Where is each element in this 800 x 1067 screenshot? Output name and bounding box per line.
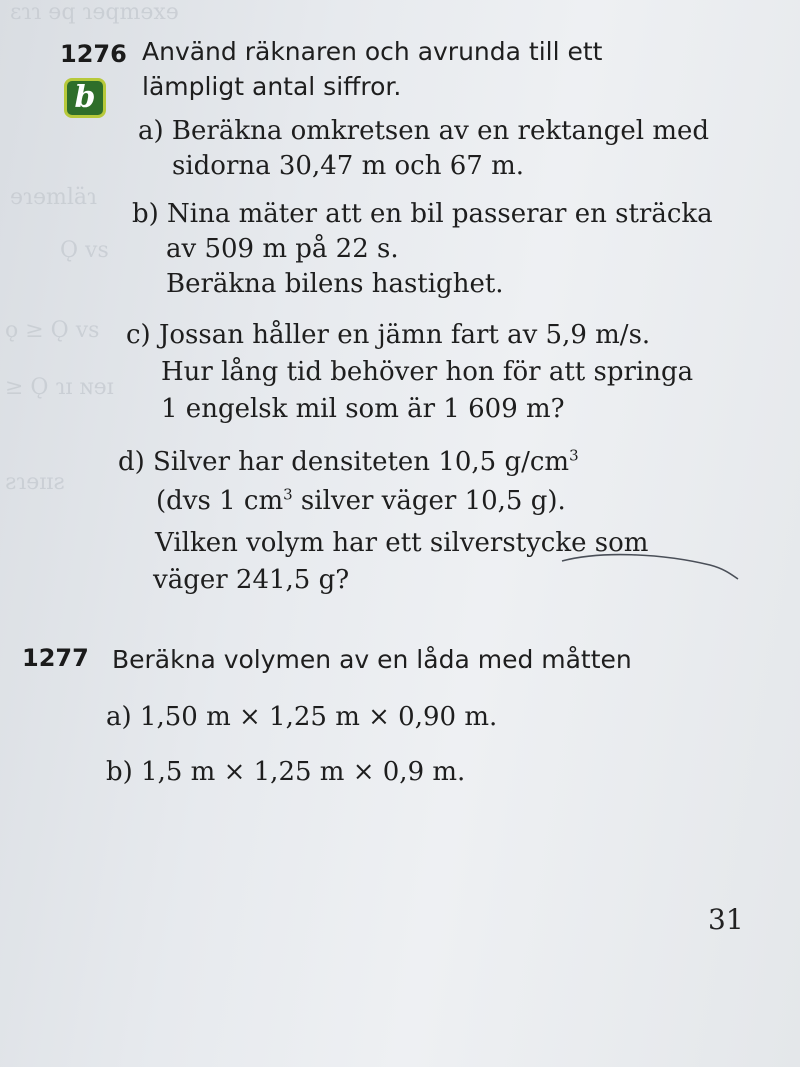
subtask-b-line: Beräkna bilens hastighet. <box>166 269 504 299</box>
subtask-b-line: av 509 m på 22 s. <box>166 234 399 264</box>
subtask-c-line: 1 engelsk mil som är 1 609 m? <box>161 394 565 424</box>
page-number: 31 <box>708 903 744 936</box>
bleed-through-text: ≥ Ǫ ɿɪ ɴɘɪ <box>5 375 114 400</box>
bleed-through-text: ɛɿɿ ɘq ɿɘqmɘxɘ <box>10 0 179 25</box>
superscript: 3 <box>569 446 579 465</box>
bleed-through-text: ƨɿɘɪɪƨ <box>5 470 65 495</box>
exercise-instruction-line: Beräkna volymen av en låda med måtten <box>112 645 632 674</box>
subtask-a-line: a) 1,50 m × 1,25 m × 0,90 m. <box>106 702 498 732</box>
bleed-through-text: Ǫ vs <box>60 238 109 263</box>
bleed-through-text: ɘɿɘmläɿ <box>10 185 97 210</box>
subtask-a-line: a) Beräkna omkretsen av en rektangel med <box>138 116 710 146</box>
subtask-d-text: (dvs 1 cm <box>156 486 284 516</box>
subtask-a-line: sidorna 30,47 m och 67 m. <box>172 151 525 181</box>
exercise-number: 1276 <box>60 40 127 68</box>
pen-underline-mark <box>560 545 750 585</box>
exercise-instruction-line: Använd räknaren och avrunda till ett <box>142 37 603 66</box>
subtask-d-line: Vilken volym har ett silverstycke som <box>155 528 649 558</box>
exercise-number: 1277 <box>22 644 89 672</box>
level-badge-b: b <box>64 78 106 118</box>
subtask-c-line: c) Jossan håller en jämn fart av 5,9 m/s. <box>126 320 651 350</box>
superscript: 3 <box>283 485 293 504</box>
subtask-b-line: b) Nina mäter att en bil passerar en sträcka <box>132 199 713 229</box>
bleed-through-text: ǫ ≥ Ǫ vs <box>5 318 100 343</box>
subtask-d-text: silver väger 10,5 g). <box>292 486 566 516</box>
subtask-d-line <box>156 486 566 516</box>
subtask-d-line <box>118 447 579 477</box>
exercise-instruction-line: lämpligt antal siffror. <box>142 72 402 101</box>
subtask-b-line: b) 1,5 m × 1,25 m × 0,9 m. <box>106 757 466 787</box>
subtask-d-text: d) Silver har densiteten 10,5 g/cm <box>118 447 570 477</box>
subtask-d-line: väger 241,5 g? <box>153 565 350 595</box>
subtask-c-line: Hur lång tid behöver hon för att springa <box>161 357 694 387</box>
